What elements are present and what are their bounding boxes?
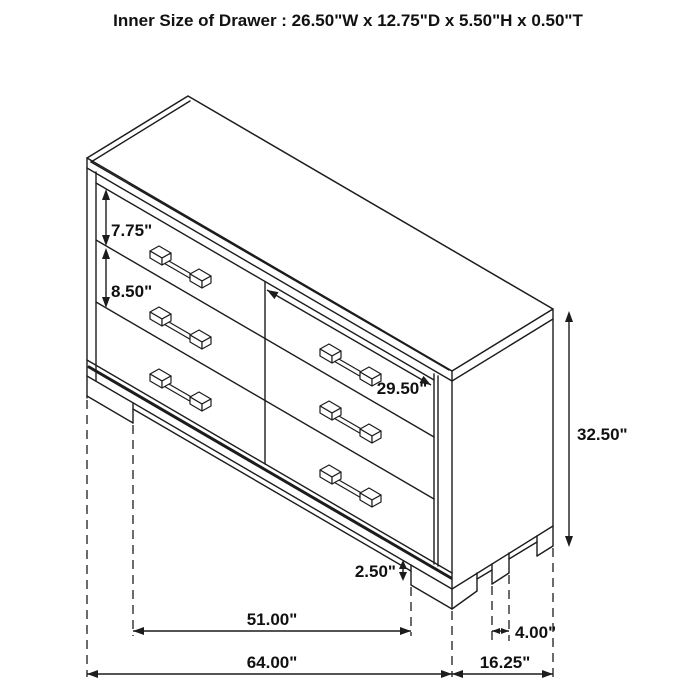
dresser-top-face	[87, 96, 553, 371]
drawer-handle	[150, 307, 211, 349]
side-bottom-edge	[452, 526, 553, 589]
drawer-handle	[150, 246, 211, 288]
dim-label-7-75: 7.75"	[111, 221, 153, 240]
front-left-leg-bottom	[87, 396, 133, 423]
side-mid-leg-bottom	[492, 573, 509, 584]
dim-top-drawer-height	[102, 189, 152, 246]
dim-inner-leg-span	[133, 610, 411, 635]
front-right-leg-bottom	[411, 585, 452, 609]
drawer-handle	[150, 369, 211, 411]
dim-label-32-50: 32.50"	[577, 425, 628, 444]
dim-label-2-50: 2.50"	[354, 562, 396, 581]
dim-leg-depth	[492, 623, 556, 642]
side-corner-leg-bottom	[452, 591, 477, 609]
drawer-handle	[320, 401, 381, 443]
dim-label-51-00: 51.00"	[246, 610, 298, 629]
base-shadow-line	[89, 367, 451, 578]
dim-lower-drawer-height	[102, 248, 152, 308]
extension-lines	[87, 400, 553, 677]
dim-label-4-00: 4.00"	[515, 623, 557, 642]
dim-leg-clearance	[355, 560, 407, 581]
dim-total-width	[87, 653, 452, 678]
body-bottom-edge	[87, 376, 452, 589]
dresser-drawing	[87, 96, 553, 609]
dim-label-8-50: 8.50"	[111, 282, 153, 301]
dim-label-64-00: 64.00"	[246, 653, 298, 672]
diagram-title: Inner Size of Drawer : 26.50"W x 12.75"D x 5.50"H x 0.50"T	[113, 11, 583, 30]
dim-label-29-50: 29.50"	[376, 379, 428, 398]
dim-label-16-25: 16.25"	[479, 653, 531, 672]
dim-total-depth	[452, 653, 553, 678]
dim-total-height	[565, 311, 628, 547]
side-back-leg-bottom	[537, 546, 553, 556]
